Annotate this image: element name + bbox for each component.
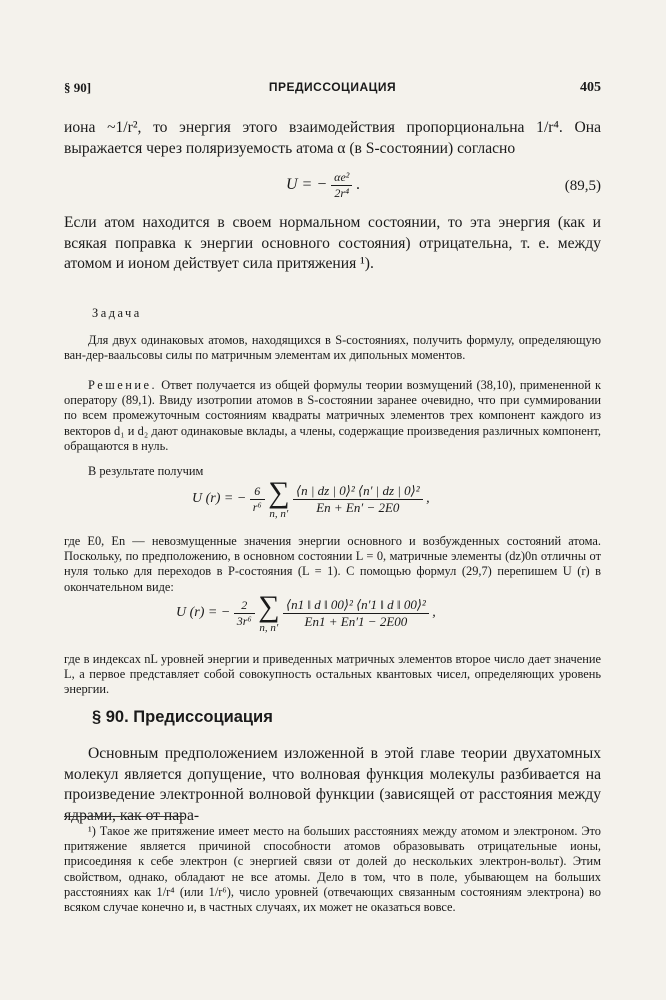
eq2-sum-sign: ∑ n, n′ xyxy=(268,476,290,520)
eq3-sum-sign: ∑ n, n′ xyxy=(258,590,280,634)
equation-vdw-final xyxy=(176,592,436,634)
eq2-fraction xyxy=(293,483,423,516)
eq3-sum-limits: n, n′ xyxy=(259,622,279,634)
eq2-coefficient xyxy=(250,484,265,515)
eq2-tail: , xyxy=(426,491,430,507)
paragraph-4: где в индексах nL уровней энергии и приведенных матричных элементов второе число дает значение L, а первое представляет собой совокупность остальных квантовых чисел, определяющих уровень энергии. xyxy=(64,652,601,697)
running-header xyxy=(64,80,601,100)
paragraph-1: иона ~1/r², то энергия этого взаимодействия пропорциональна 1/r⁴. Она выражается через поляризуемость атома α (в S-состоянии) согласно xyxy=(64,119,601,157)
header-running-title: ПРЕДИССОЦИАЦИЯ xyxy=(268,80,397,94)
eq3-numerator: ⟨n1 ‖ d ‖ 00⟩² ⟨n′1 ‖ d ‖ 00⟩² xyxy=(283,597,429,614)
section-text: Основным предположением изложенной в этой главе теории двухатомных молекул является допущение, что волновая функция молекулы разбивается на произведение электронной волновой функции (зависящей от расстояния между ядрами, как от пара- xyxy=(64,745,601,824)
paragraph-3: где E0, En — невозмущенные значения энергии основного и возбужденных состояний атома. Поскольку, по предположению, в основном состоянии L = 0, матричные элементы (dz)0n отличны от нуля только для переходов в P-состояния (L = 1). С помощью формул (29,7) перепишем U (r) в окончательном виде: xyxy=(64,534,601,594)
equation-number: (89,5) xyxy=(564,178,601,194)
result-intro: В результате получим xyxy=(88,464,204,478)
eq1-denominator: 2r⁴ xyxy=(334,186,350,200)
footnote: ¹) Такое же притяжение имеет место на больших расстояниях между атомом и электроном. Это притяжение является причиной способности атомов образовывать отрицательные ионы, присоединяя к себе электрон (с энергией связи от долей до нескольких электрон-вольт). Этим свойством, однако, обладают не все атомы. Дело в том, что в поле, убывающем на больших расстояниях как 1/r⁴ (или 1/r⁶), число уровней (отвечающих связанным состояниям электрона) во всяком случае конечно и, в частных случаях, их может не оказаться вовсе. xyxy=(64,824,601,915)
eq3-lhs: U (r) = − xyxy=(176,605,231,621)
equation-89-5 xyxy=(286,170,360,201)
eq1-numerator: αe² xyxy=(331,170,352,186)
eq2-sum-limits: n, n′ xyxy=(269,508,289,520)
page-number: 405 xyxy=(580,80,601,95)
eq2-denominator: En + En′ − 2E0 xyxy=(316,499,400,515)
eq2-coef-num: 6 xyxy=(250,484,265,500)
eq1-fraction xyxy=(331,170,352,201)
eq3-denominator: En1 + En′1 − 2E00 xyxy=(304,613,408,629)
eq3-tail: , xyxy=(432,605,436,621)
task-text: Для двух одинаковых атомов, находящихся в S-состояниях, получить формулу, определяющую ван-дер-ваальсовы силы по матричным элементам их дипольных моментов. xyxy=(64,333,601,363)
header-section-ref: § 90] xyxy=(64,80,92,95)
eq3-coef-num: 2 xyxy=(234,598,255,614)
section-title: § 90. Предиссоциация xyxy=(92,708,273,726)
solution-label: Решение. xyxy=(88,378,158,392)
task-heading: Задача xyxy=(92,306,142,320)
paragraph-2: Если атом находится в своем нормальном состоянии, то эта энергия (как и всякая поправка к энергии основного состояния) отрицательна, т. е. между атомом и ионом действует сила притяжения ¹). xyxy=(64,214,601,273)
eq1-lhs: U = − xyxy=(286,176,328,194)
solution-text: Ответ получается из общей формулы теории возмущений (38,10), примененной к оператору (89,1). Ввиду изотропии атомов в S-состоянии заранее очевидно, что при суммировании по всем промежуточным состояниям квадраты матричных элементов трех компонент каждого из векторов d₁ и d₂ дают одинаковые вклады, а члены, содержащие произведения различных компонент, обращаются в нуль. xyxy=(64,378,601,453)
solution-paragraph xyxy=(64,378,601,454)
eq3-coef-den: 3r⁶ xyxy=(236,613,252,628)
eq2-coef-den: r⁶ xyxy=(252,499,262,514)
eq3-coefficient xyxy=(234,598,255,629)
footnote-rule xyxy=(64,816,184,817)
eq2-numerator: ⟨n | dz | 0⟩² ⟨n′ | dz | 0⟩² xyxy=(293,483,423,500)
eq3-fraction xyxy=(283,597,429,630)
eq2-lhs: U (r) = − xyxy=(192,491,247,507)
equation-vdw-general xyxy=(192,478,430,520)
eq1-tail: . xyxy=(356,176,361,194)
